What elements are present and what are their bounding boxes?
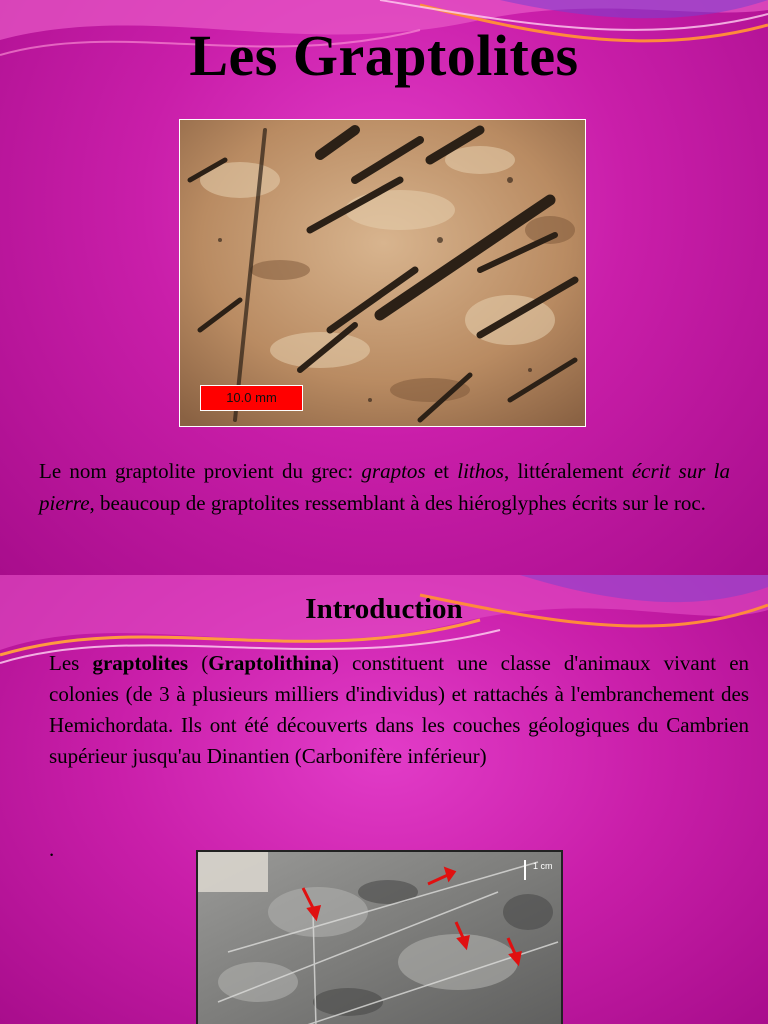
introduction-paragraph — [49, 648, 749, 772]
page-title: Les Graptolites — [189, 23, 579, 88]
rock-texture — [180, 120, 586, 427]
section-title: Introduction — [305, 593, 463, 625]
grey-rock-texture — [198, 852, 561, 1024]
slide-2 — [0, 575, 768, 1024]
paragraph-text: ) constituent une classe d'animaux vivant en colonies (de 3 à plusieurs milliers d'individus) et rattachés à l'embranchement des Hemichordata. Ils ont été découverts dans les couches géologiques du Cambrien supérieur jusqu'au Dinantien (Carbonifère inférieur) — [49, 651, 750, 768]
term-graptos: graptos — [361, 459, 426, 483]
graptolite-specimen-photo — [196, 850, 563, 1024]
scale-label-cm: 1 cm — [533, 861, 553, 871]
paragraph-text: et — [425, 459, 458, 483]
paragraph-text: , beaucoup de graptolites ressemblant à des hiéroglyphes écrits sur le roc. — [89, 491, 706, 515]
term-ecrit-sur-la-pierre: écrit sur la pierre — [39, 459, 730, 515]
graptolite-fossil-photo — [179, 119, 586, 427]
paragraph-text: , littéralement — [503, 459, 632, 483]
term-graptolites: graptolites — [92, 651, 189, 675]
trailing-dot: . — [49, 837, 55, 861]
paragraph-text: Les — [49, 651, 93, 675]
scale-bar-label: 10.0 mm — [200, 385, 303, 411]
term-lithos: lithos — [457, 459, 504, 483]
intro-paragraph — [39, 455, 730, 519]
paragraph-text: ( — [188, 651, 209, 675]
term-graptolithina: Graptolithina — [208, 651, 332, 675]
paragraph-text: Le nom graptolite provient du grec: — [39, 459, 362, 483]
